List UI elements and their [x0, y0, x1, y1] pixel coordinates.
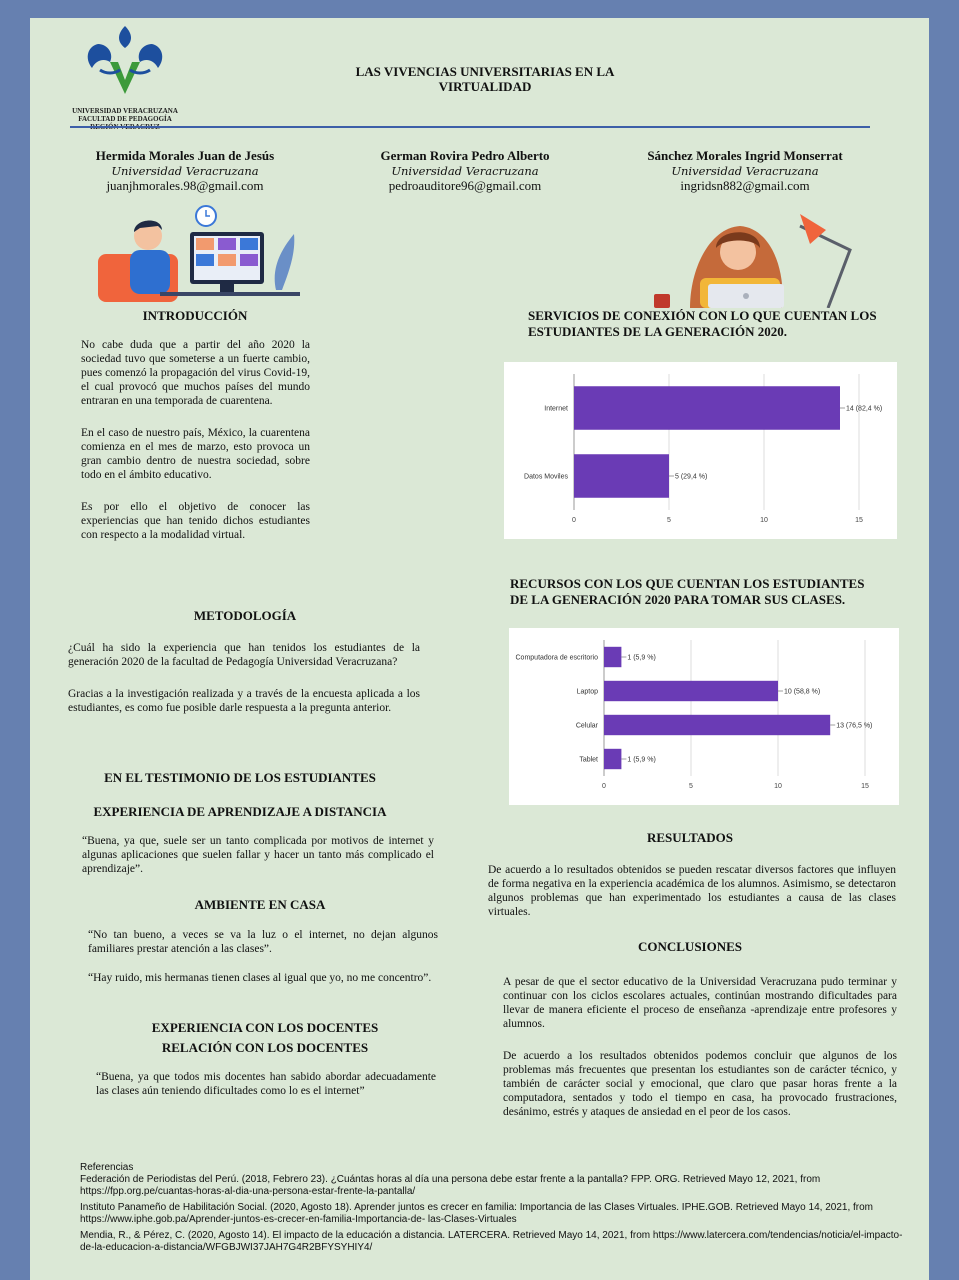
chart-category-label: Laptop [576, 688, 598, 696]
testimonio-quote-3: “Hay ruido, mis hermanas tienen clases al igual que yo, no me concentro”. [88, 972, 432, 984]
chart-data-label: 5 (29,4 %) [675, 473, 708, 481]
chart-bar [574, 454, 669, 498]
chart-bar [574, 386, 840, 430]
chart-x-tick-label: 10 [760, 517, 768, 524]
intro-heading: INTRODUCCIÓN [142, 308, 248, 323]
reference-2: Instituto Panameño de Habilitación Social. (2020, Agosto 18). Aprender juntos es crecer en familia: Importancia de las Clases Virtuales. IPHE.GOB. Retrieved Mayo 14, 2021, from https://www.iphe.gob.pa/Aprender-juntos-es-crecer-en-familia-Importancia-de- las-Clases-Virtuales [80, 1202, 874, 1225]
intro-body [81, 338, 310, 542]
metodologia-heading: METODOLOGÍA [193, 608, 297, 623]
chart-bar [604, 749, 621, 769]
chart-bar [604, 715, 830, 735]
chart-data-label: 1 (5,9 %) [627, 654, 656, 662]
chart-category-label: Tablet [579, 756, 598, 764]
chart-x-tick-label: 15 [855, 517, 863, 524]
chart-bar [604, 681, 778, 701]
stressed-student-illustration [650, 208, 860, 308]
chart-data-label: 1 (5,9 %) [627, 756, 656, 764]
chart2-heading-line-1: RECURSOS CON LOS QUE CUENTAN LOS ESTUDIANTES [510, 576, 865, 591]
resultados-heading: RESULTADOS [647, 830, 733, 845]
docentes-subheading [70, 1020, 460, 1056]
author-email: ingridsn882@gmail.com [680, 178, 810, 193]
chart-category-label: Internet [544, 405, 568, 413]
chart-category-label: Datos Moviles [524, 473, 568, 481]
chart-x-tick-label: 0 [572, 517, 576, 524]
chart1-heading [528, 308, 908, 340]
poster [30, 18, 929, 1280]
author-institution: Universidad Veracruzana [111, 164, 259, 178]
conclusiones-body [503, 975, 897, 1119]
author-3 [620, 148, 870, 194]
author-institution: Universidad Veracruzana [391, 164, 539, 178]
chart-x-tick-label: 5 [667, 517, 671, 524]
author-email: juanjhmorales.98@gmail.com [106, 178, 264, 193]
conclusiones-paragraph-1: A pesar de que el sector educativo de la Universidad Veracruzana pudo terminar y continuar con los ciclos escolares actuales, continúan mostrando dificultades para llevar de manera eficiente el proceso de enseñanza -aprendizaje entre profesores y alumnos. [503, 976, 897, 1030]
ambiente-subheading: AMBIENTE EN CASA [194, 897, 326, 912]
testimonio-quote-1: “Buena, ya que, suele ser un tanto complicada por motivos de internet y algunas aplicaciones que suelen fallar y hacer un tanto más complicado el aprendizaje”. [82, 835, 434, 875]
testimonios-heading: EN EL TESTIMONIO DE LOS ESTUDIANTES [104, 770, 376, 785]
aprendizaje-subheading: EXPERIENCIA DE APRENDIZAJE A DISTANCIA [93, 804, 387, 819]
reference-3: Mendia, R., & Pérez, C. (2020, Agosto 14). El impacto de la educación a distancia. LATERCERA. Retrieved Mayo 14, 2021, from https://www.latercera.com/tendencias/noticia/el-impacto-de-la-educacion-a-distancia/WFGBJWI37JAH7G4R2BFYSYHIY4/ [80, 1230, 903, 1253]
chart-x-tick-label: 0 [602, 783, 606, 790]
chart2-heading [510, 576, 910, 608]
chart-x-tick-label: 5 [689, 783, 693, 790]
chart-bar [604, 647, 621, 667]
chart-category-label: Celular [575, 722, 598, 730]
docentes-subheading-line-2: RELACIÓN CON LOS DOCENTES [161, 1040, 369, 1055]
chart1-heading-line-2: ESTUDIANTES DE LA GENERACIÓN 2020. [528, 324, 787, 339]
metodologia-body [68, 641, 420, 715]
references [80, 1162, 910, 1258]
author-name: Sánchez Morales Ingrid Monserrat [647, 148, 843, 163]
references-heading: Referencias [80, 1162, 134, 1173]
docentes-subheading-line-1: EXPERIENCIA CON LOS DOCENTES [151, 1020, 379, 1035]
author-name: German Rovira Pedro Alberto [380, 148, 550, 163]
title-line-2: VIRTUALIDAD [438, 79, 532, 94]
title-line-1: LAS VIVENCIAS UNIVERSITARIAS EN LA [355, 64, 615, 79]
chart2-svg [509, 628, 899, 805]
metodologia-paragraph-1: ¿Cuál ha sido la experiencia que han tenidos los estudiantes de la generación 2020 de la facultad de Pedagogía Universidad Veracruzana? [68, 642, 420, 668]
chart-data-label: 10 (58,8 %) [784, 688, 821, 696]
intro-paragraph-2: En el caso de nuestro país, México, la cuarentena comienza en el mes de marzo, esto provoca un gran cambio dentro de nuestra sociedad, sobre todo en el ámbito educativo. [81, 427, 310, 481]
intro-paragraph-3: Es por ello el objetivo de conocer las experiencias que han tenido dichos estudiantes con respecto a la modalidad virtual. [81, 501, 310, 541]
chart2-heading-line-2: DE LA GENERACIÓN 2020 PARA TOMAR SUS CLASES. [510, 592, 846, 607]
conclusiones-paragraph-2: De acuerdo a los resultados obtenidos podemos concluir que algunos de los problemas más frecuentes que presentan los estudiantes son de carácter técnico, y también de carácter social y emocional, que claro que pasar horas frente a la computadora, sentados y todo el tiempo en casa, ha provocado frustraciones, desánimo, estrés y ataques de ansiedad en el peor de los casos. [503, 1050, 897, 1118]
testimonio-quote-4: “Buena, ya que todos mis docentes han sabido abordar adecuadamente las clases aún teniendo dificultades como lo es el internet” [96, 1071, 436, 1097]
title-divider [70, 126, 870, 128]
reference-1: Federación de Periodistas del Perú. (2018, Febrero 23). ¿Cuántas horas al día una persona debe estar frente a la pantalla? FPP. ORG. Retrieved Mayo 12, 2021, from https://fpp.org.pe/cuantas-horas-al-dia-una-persona-estar-frente-la-pantalla/ [80, 1174, 821, 1197]
chart-category-label: Computadora de escritorio [515, 654, 598, 662]
chart-x-tick-label: 15 [861, 783, 869, 790]
testimonio-quote-2: “No tan bueno, a veces se va la luz o el internet, no dejan algunos familiares prestar atención a las clases”. [88, 929, 438, 955]
chart1-heading-line-1: SERVICIOS DE CONEXIÓN CON LO QUE CUENTAN LOS [528, 308, 877, 323]
chart-data-label: 14 (82,4 %) [846, 405, 883, 413]
university-logo [70, 24, 180, 134]
author-email: pedroauditore96@gmail.com [388, 178, 542, 193]
student-video-call-illustration [90, 204, 300, 304]
poster-title [280, 64, 690, 94]
conclusiones-heading: CONCLUSIONES [637, 939, 743, 954]
author-name: Hermida Morales Juan de Jesús [95, 148, 275, 163]
metodologia-paragraph-2: Gracias a la investigación realizada y a través de la encuesta aplicada a los estudiantes, es como fue posible darle respuesta a la pregunta anterior. [68, 688, 420, 714]
chart1-svg [504, 362, 897, 539]
resultados-paragraph: De acuerdo a lo resultados obtenidos se pueden rescatar diversos factores que influyen de forma negativa en la experiencia académica de los alumnos. Asimismo, se detectaron algunos problemas que han experimentado los estudiantes a causa de las clases virtuales. [488, 864, 896, 918]
author-2 [350, 148, 580, 194]
chart-x-tick-label: 10 [774, 783, 782, 790]
author-1 [70, 148, 300, 194]
chart-connection-services [504, 362, 897, 539]
chart-class-resources [509, 628, 899, 805]
author-institution: Universidad Veracruzana [671, 164, 819, 178]
intro-paragraph-1: No cabe duda que a partir del año 2020 la sociedad tuvo que someterse a un fuerte cambio, pues comenzó la propagación del virus Covid-19, el cual provocó que muchos países del mundo entraran en una temporada de cuarentena. [81, 339, 310, 407]
logo-line-1: UNIVERSIDAD VERACRUZANA [72, 107, 178, 115]
chart-data-label: 13 (76,5 %) [836, 722, 873, 730]
logo-emblem-icon [70, 24, 180, 102]
logo-line-2: FACULTAD DE PEDAGOGÍA [78, 115, 172, 123]
